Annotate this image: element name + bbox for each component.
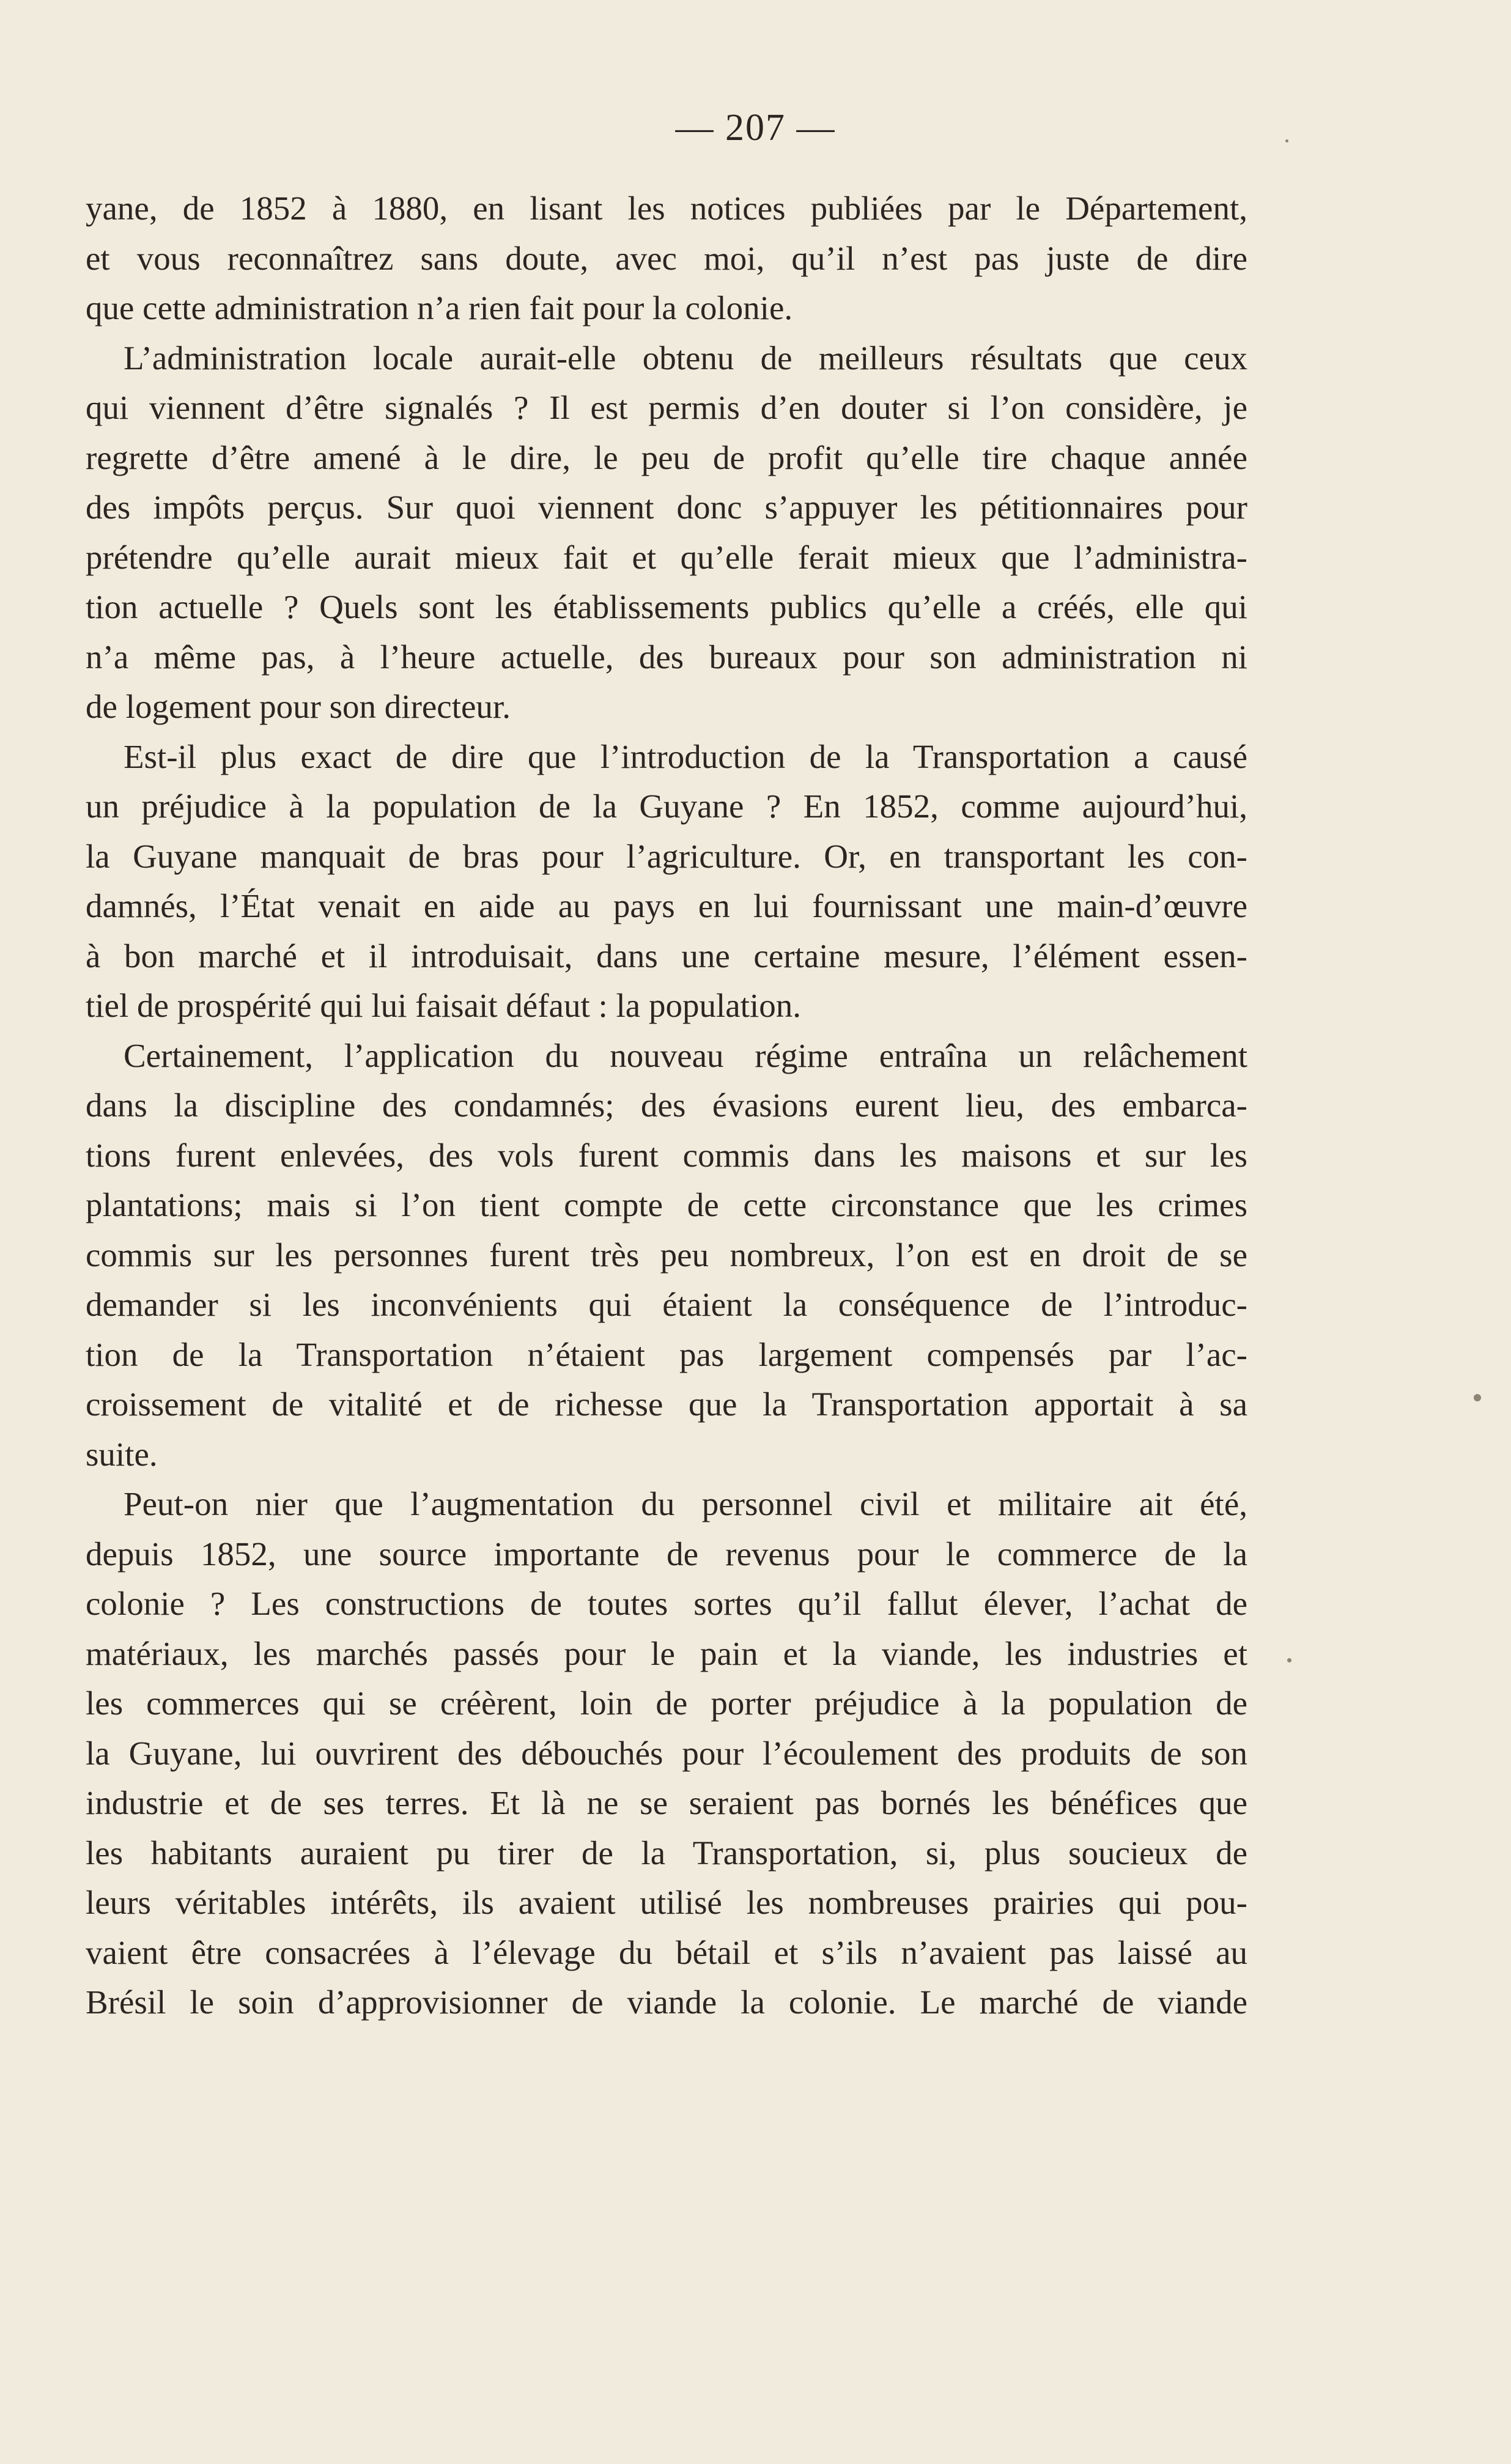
text-line: tion de la Transportation n’étaient pas largement compensés par l’ac- [86,1335,1247,1373]
text-line: Brésil le soin d’approvisionner de viande la colonie. Le marché de viande [86,1983,1247,2021]
text-line: suite. [86,1435,158,1473]
text-line: yane, de 1852 à 1880, en lisant les notices publiées par le Département, [86,190,1247,227]
paper-speck [1285,139,1288,142]
page-number-header: — 207 — [675,107,836,149]
text-line: damnés, l’État venait en aide au pays en lui fournissant une main-d’œuvre [86,887,1247,924]
paper-speck [1474,1394,1481,1401]
text-line: les habitants auraient pu tirer de la Transportation, si, plus soucieux de [86,1834,1247,1872]
text-line: de logement pour son directeur. [86,688,511,725]
body-text [86,183,1247,2027]
text-line: regrette d’être amené à le dire, le peu de profit qu’elle tire chaque année [86,438,1247,476]
paper-speck [1287,1658,1291,1662]
text-line: un préjudice à la population de la Guyane ? En 1852, comme aujourd’hui, [86,788,1247,825]
text-line: commis sur les personnes furent très peu nombreux, l’on est en droit de se [86,1236,1247,1274]
text-line: leurs véritables intérêts, ils avaient utilisé les nombreuses prairies qui pou- [86,1884,1247,1921]
text-line: que cette administration n’a rien fait pour la colonie. [86,289,793,326]
text-line: vaient être consacrées à l’élevage du bétail et s’ils n’avaient pas laissé au [86,1933,1247,1971]
text-line: plantations; mais si l’on tient compte de cette circonstance que les crimes [86,1186,1247,1223]
text-line: croissement de vitalité et de richesse que la Transportation apportait à sa [86,1385,1247,1423]
text-line: les commerces qui se créèrent, loin de porter préjudice à la population de [86,1684,1247,1722]
text-line: matériaux, les marchés passés pour le pain et la viande, les industries et [86,1634,1247,1672]
text-line: tion actuelle ? Quels sont les établissements publics qu’elle a créés, elle qui [86,588,1247,625]
text-line: L’administration locale aurait-elle obtenu de meilleurs résultats que ceux [124,339,1247,377]
text-line: prétendre qu’elle aurait mieux fait et qu’elle ferait mieux que l’administra- [86,538,1247,576]
text-line: la Guyane manquait de bras pour l’agriculture. Or, en transportant les con- [86,837,1247,875]
text-line: industrie et de ses terres. Et là ne se seraient pas bornés les bénéfices que [86,1784,1247,1821]
text-line: qui viennent d’être signalés ? Il est permis d’en douter si l’on considère, je [86,389,1247,426]
text-line: depuis 1852, une source importante de revenus pour le commerce de la [86,1535,1247,1573]
text-line: Peut-on nier que l’augmentation du personnel civil et militaire ait été, [124,1485,1247,1522]
text-line: la Guyane, lui ouvrirent des débouchés pour l’écoulement des produits de son [86,1734,1247,1772]
text-line: à bon marché et il introduisait, dans une certaine mesure, l’élément essen- [86,937,1247,975]
text-line: Est-il plus exact de dire que l’introduction de la Transportation a causé [124,737,1247,775]
text-line: des impôts perçus. Sur quoi viennent donc s’appuyer les pétitionnaires pour [86,489,1247,526]
text-line: et vous reconnaîtrez sans doute, avec moi, qu’il n’est pas juste de dire [86,239,1247,277]
text-line: Certainement, l’application du nouveau régime entraîna un relâchement [124,1036,1247,1074]
text-line: tions furent enlevées, des vols furent commis dans les maisons et sur les [86,1136,1247,1174]
text-line: tiel de prospérité qui lui faisait défaut : la population. [86,987,801,1024]
text-line: dans la discipline des condamnés; des évasions eurent lieu, des embarca- [86,1086,1247,1124]
text-line: demander si les inconvénients qui étaient la conséquence de l’introduc- [86,1286,1247,1323]
text-line: n’a même pas, à l’heure actuelle, des bureaux pour son administration ni [86,638,1247,676]
text-line: colonie ? Les constructions de toutes sortes qu’il fallut élever, l’achat de [86,1585,1247,1622]
